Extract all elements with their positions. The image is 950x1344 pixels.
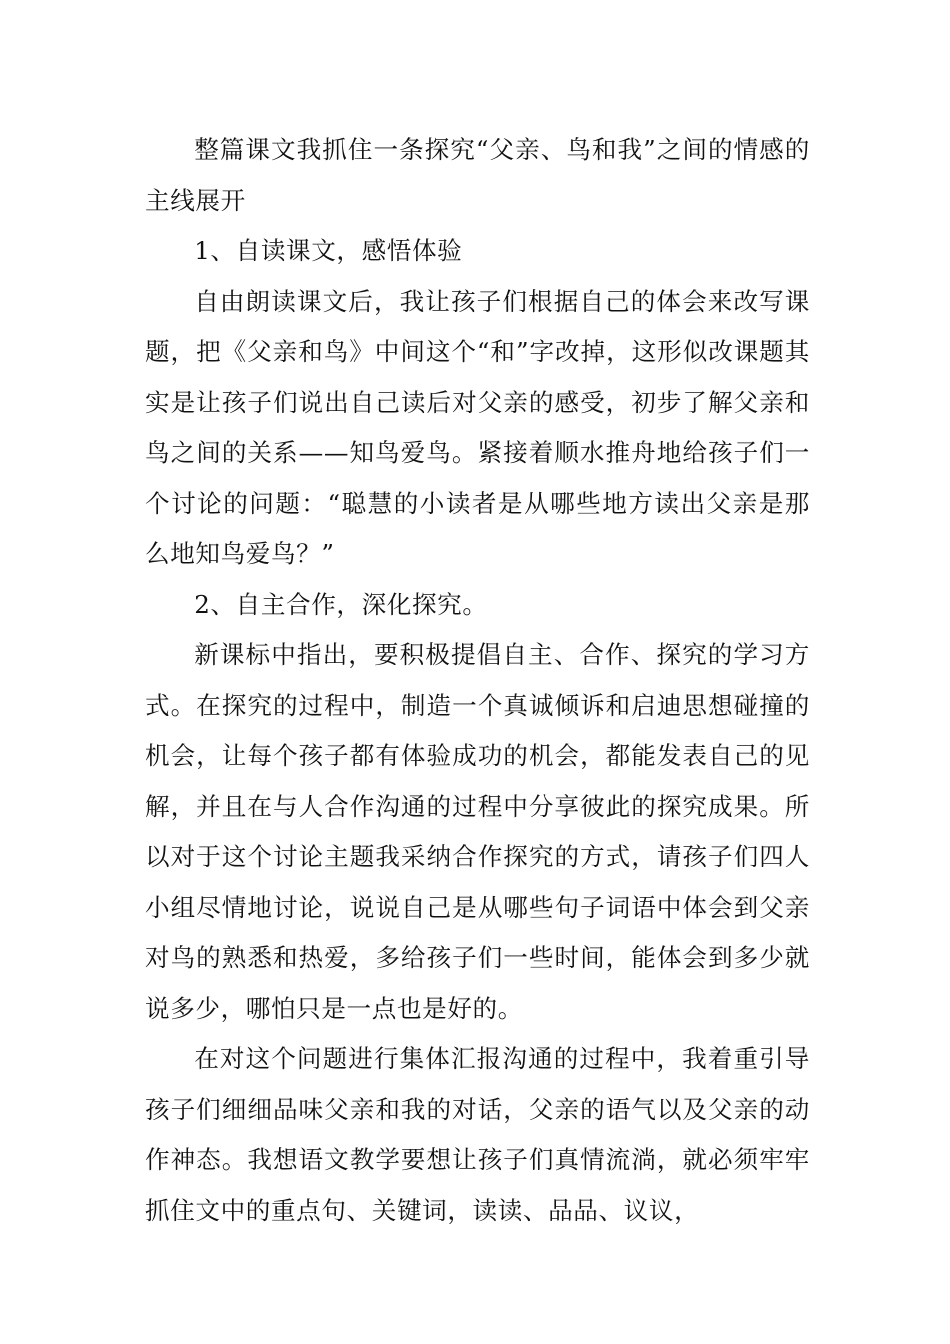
section-heading-1: 1、自读课文，感悟体验 <box>194 236 463 265</box>
paragraph-self-reading: 自由朗读课文后，我让孩子们根据自己的体会来改写课题，把《父亲和鸟》中间这个“和”字改掉，这形似改课题其实是让孩子们说出自己读后对父亲的感受，初步了解父亲和鸟之间的关系——知鸟爱鸟。紧接着顺水推舟地给孩子们一个讨论的问题：“聪慧的小读者是从哪些地方读出父亲是那么地知鸟爱鸟？” <box>145 286 810 568</box>
document-body <box>145 125 810 1236</box>
paragraph-intro: 整篇课文我抓住一条探究“父亲、鸟和我”之间的情感的主线展开 <box>145 135 810 215</box>
paragraph-report: 在对这个问题进行集体汇报沟通的过程中，我着重引导孩子们细细品味父亲和我的对话，父亲的语气以及父亲的动作神态。我想语文教学要想让孩子们真情流淌，就必须牢牢抓住文中的重点句、关键词，读读、品品、议议， <box>145 1044 810 1225</box>
section-heading-2: 2、自主合作，深化探究。 <box>194 589 488 619</box>
paragraph-cooperation: 新课标中指出，要积极提倡自主、合作、探究的学习方式。在探究的过程中，制造一个真诚倾诉和启迪思想碰撞的机会，让每个孩子都有体验成功的机会，都能发表自己的见解，并且在与人合作沟通的过程中分享彼此的探究成果。所以对于这个讨论主题我采纳合作探究的方式，请孩子们四人小组尽情地讨论，说说自己是从哪些句子词语中体会到父亲对鸟的熟悉和热爱，多给孩子们一些时间，能体会到多少就说多少，哪怕只是一点也是好的。 <box>145 640 810 1023</box>
